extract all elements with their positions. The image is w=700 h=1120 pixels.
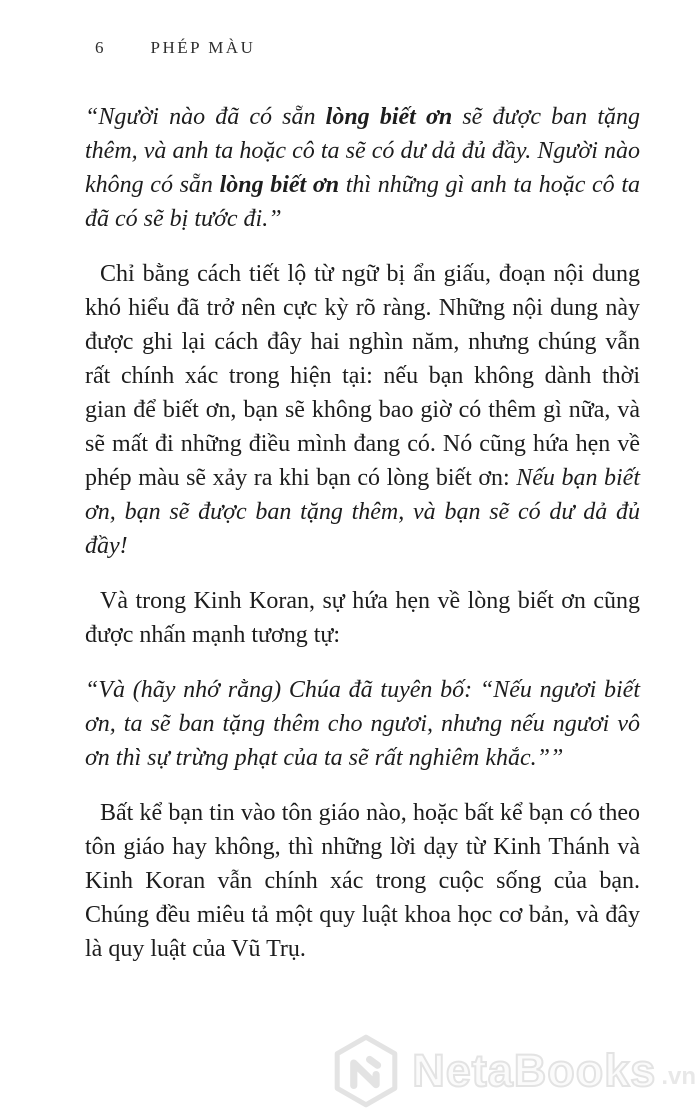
watermark-tld-text: .vn	[661, 1063, 696, 1090]
netabooks-watermark	[330, 1032, 696, 1110]
running-title: PHÉP MÀU	[150, 38, 256, 57]
quote-bible-segment: sẽ được ban tặng thêm, và anh ta hoặc cô ta sẽ có dư dả đủ đầy. Người nào không có sẵn	[85, 104, 640, 198]
quote-bible-segment: “Người nào đã có sẵn	[85, 104, 326, 130]
paragraph-koran-intro: Và trong Kinh Koran, sự hứa hẹn về lòng biết ơn cũng được nhấn mạnh tương tự:	[85, 588, 640, 648]
quote-bible-segment: thì những gì anh ta hoặc cô ta đã có sẽ bị tước đi.”	[85, 172, 640, 232]
quote-bible	[85, 100, 640, 236]
paragraph-segment: Chỉ bằng cách tiết lộ từ ngữ bị ẩn giấu, đoạn nội dung khó hiểu đã trở nên cực kỳ rõ ràng. Những nội dung này được ghi lại cách đây hai nghìn năm, nhưng chúng vẫn rất chính xác trong hiện tại: nếu bạn không dành thời gian để biết ơn, bạn sẽ không bao giờ có thêm gì nữa, và sẽ mất đi những điều mình đang có. Nó cũng hứa hẹn về phép màu sẽ xảy ra khi bạn có lòng biết ơn:	[85, 261, 640, 491]
page-number: 6	[95, 38, 105, 57]
quote-bible-bold-segment: lòng biết ơn	[219, 172, 340, 198]
hexagon-n-logo-icon	[330, 1032, 402, 1110]
page-header	[95, 38, 255, 58]
watermark-brand-text: NetaBooks	[412, 1045, 657, 1096]
paragraph-interpretation	[85, 257, 640, 563]
quote-koran: “Và (hãy nhớ rằng) Chúa đã tuyên bố: “Nếu ngươi biết ơn, ta sẽ ban tặng thêm cho ngươi, nhưng nếu ngươi vô ơn thì sự trừng phạt của ta sẽ rất nghiêm khắc.””	[85, 677, 640, 771]
paragraph-italic-segment: Nếu bạn biết ơn, bạn sẽ được ban tặng thêm, và bạn sẽ có dư dả đủ đầy!	[85, 465, 641, 559]
quote-bible-bold-segment: lòng biết ơn	[325, 104, 453, 130]
page-content	[85, 100, 640, 987]
paragraph-conclusion: Bất kể bạn tin vào tôn giáo nào, hoặc bất kể bạn có theo tôn giáo hay không, thì những lời dạy từ Kinh Thánh và Kinh Koran vẫn chính xác trong cuộc sống của bạn. Chúng đều miêu tả một quy luật khoa học cơ bản, và đây là quy luật của Vũ Trụ.	[85, 800, 640, 962]
